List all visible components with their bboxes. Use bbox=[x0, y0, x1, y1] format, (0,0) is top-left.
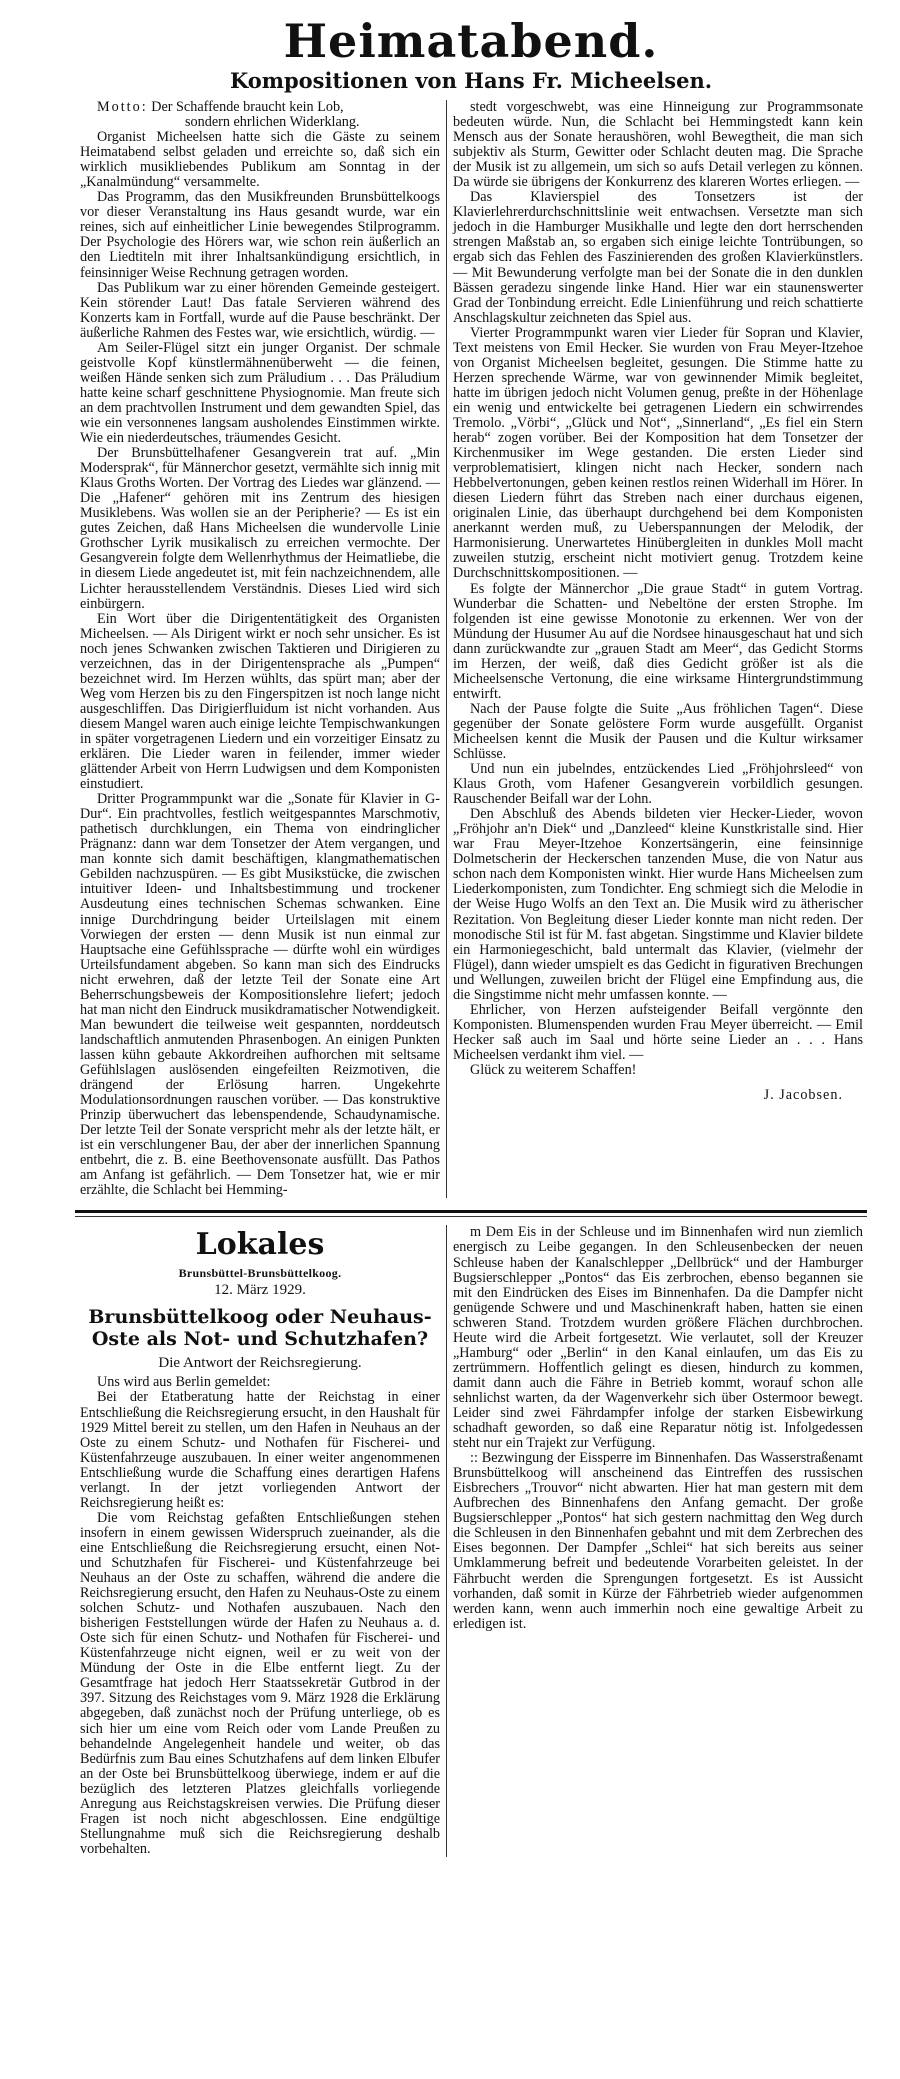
article-columns bbox=[80, 100, 862, 1198]
lokales-columns bbox=[80, 1225, 862, 1857]
paragraph: :: Bezwingung der Eissperre im Binnenhafen. Das Wasserstraßenamt Brunsbüttelkoog will anscheinend das Eintreffen des russischen Eisbrechers „Trouvor“ nicht abwarten. Hier hat man gestern mit dem Aufbrechen des Binnenhafens den Anfang gemacht. Der große Bugsierschlepper „Pontos“ hat sich gestern nachmittag den Weg durch die Schleusen in den Binnenhafen gebahnt und mit dem Zerbrechen des Eises begonnen. Der Dampfer „Schlei“ hat sich bereits aus seiner Umklammerung befreit und bedeutende Vorarbeiten geleistet. In der Fährbucht werden die Sprengungen fortgesetzt. Es ist Aussicht vorhanden, daß somit in Kürze der Fährbetrieb wieder aufgenommen werden kann, wenn auch immerhin noch eine gewaltige Arbeit zu erledigen ist. bbox=[453, 1450, 863, 1632]
location-line: Brunsbüttel-Brunsbüttelkoog. bbox=[178, 1266, 342, 1281]
paragraph-list bbox=[80, 1375, 440, 1857]
dateline: 12. März 1929. bbox=[214, 1282, 306, 1299]
paragraph: Uns wird aus Berlin gemeldet: bbox=[97, 1374, 271, 1391]
paragraph-list bbox=[80, 130, 440, 1198]
paragraph: Nach der Pause folgte die Suite „Aus fröhlichen Tagen“. Diese gegenüber der Sonate gelöstere Form wurde ausgefüllt. Organist Micheelsen kennt die Musik der Pausen und die Kultur wirksamer Schlüsse. bbox=[453, 700, 863, 763]
motto-label: Motto: bbox=[97, 99, 148, 115]
paragraph: Die vom Reichstag gefaßten Entschließungen stehen insofern in einem gewissen Widerspruch zueinander, als die eine Entschließung die Reichsregierung ersucht, einen Not- und Schutzhafen für Fischerei- und Küstenfahrzeuge bei Neuhaus an der Oste zu schaffen, während die andere die Reichsregierung ersucht, den Hafen zu Neuhaus-Oste zu einem solchen Schutz- und Nothafen auszubauen. Nach den bisherigen Feststellungen würde der Hafen zu Neuhaus a. d. Oste sich für einen Schutz- und Nothafen für Fischerei- und Küstenfahrzeuge nicht eignen, weil er zu weit von der Mündung der Oste in die Elbe entfernt liegt. Zu der Gesamtfrage hat jedoch Herr Staatssekretär Gutbrod in der 397. Sitzung des Reichstages vom 9. März 1928 die Erklärung abgegeben, daß zunächst noch der Prüfung unterliege, ob es sich hier um eine vom Reich oder vom Lande Preußen zu behandelnde Angelegenheit handele und weiter, ob das Bedürfnis zum Bau eines Schutzhafens auf dem linken Elbufer an der Oste bei Brunsbüttelkoog überwiege, indem er auf die bezüglich des letzteren Platzes gleichfalls vorliegende Anregung aus Reichstagskreisen verwies. Die Prüfung dieser Fragen ist noch nicht abgeschlossen. Eine endgültige Stellungnahme muß sich die Reichsregierung deshalb vorbehalten. bbox=[80, 1509, 440, 1857]
section-rule bbox=[75, 1210, 867, 1213]
paragraph: Das Publikum war zu einer hörenden Gemeinde gesteigert. Kein störender Laut! Das fatale Servieren während des Konzerts kam in Fortfall, wurde auf die Pause beschränkt. Der äußerliche Rahmen des Festes war, wie ersichtlich, würdig. — bbox=[80, 279, 440, 341]
paragraph: Ehrlicher, von Herzen aufsteigender Beifall vergönnte den Komponisten. Blumenspenden wurden Frau Meyer überreicht. — Emil Hecker saß auch im Saal und hörte seine Lieder an . . . Hans Micheelsen verdankt ihm viel. — bbox=[453, 1001, 863, 1063]
section-rule-thin bbox=[75, 1216, 867, 1217]
paragraph: Bei der Etatberatung hatte der Reichstag in einer Entschließung die Reichsregierung ersucht, in den Haushalt für 1929 Mittel bereit zu stellen, um den Hafen in Neuhaus an der Oste zu einem Schutz- und Nothafen für Fischerei- und Küstenfahrzeuge auszubauen. In einer weiter angenommenen Entschließung wurde die Schaffung eines derartigen Hafens verlangt. In der jetzt vorliegenden Antwort der Reichsregierung heißt es: bbox=[80, 1389, 440, 1511]
lokales-column-right bbox=[447, 1225, 863, 1857]
paragraph-list bbox=[453, 100, 863, 1078]
motto bbox=[80, 100, 440, 130]
motto-line-1: Der Schaffende braucht kein Lob, bbox=[151, 99, 344, 115]
motto-line-2: sondern ehrlichen Widerklang. bbox=[185, 114, 360, 131]
paragraph: Vierter Programmpunkt waren vier Lieder für Sopran und Klavier, Text meistens von Emil Hecker. Sie wurden von Frau Meyer-Itzehoe von Organist Micheelsen begleitet, gesungen. Die Stimme hatte zu Herzen sprechende Wärme, war von gewinnender Mimik begleitet, hatte im übrigen jedoch nicht Volumen genug, preßte in der Höhenlage ein wenig und entwickelte bei getragenen Liedern ein schwirrendes Tremolo. „Vörbi“, „Glück und Not“, „Sinnerland“, „Es fiel ein Stern herab“ zogen vorüber. Bei der Komposition hat dem Tonsetzer der Kirchenmusiker im Wege gestanden. Die ersten Lieder sind verproblematisiert, klingen nicht nach Hecker, sondern nach Hebbelvertonungen, geben keinen restlos reinen Widerhall im Hörer. In diesen Liedern führt das Streben nach einer durchaus eigenen, originalen Linie, das überhaupt durchgehend bei dem Komponisten anerkannt werden muß, zu Ueberspannungen der Melodik, der Harmonisierung. Unerwartetes Hinübergleiten in dunkles Moll macht zuweilen stutzig, erscheint nicht motiviert genug. Trotzdem keine Durchschnittskompositionen. — bbox=[453, 324, 863, 582]
paragraph: Den Abschluß des Abends bildeten vier Hecker-Lieder, wovon „Fröhjohr an'n Diek“ und „Danzleed“ kleine Kunstkristalle sind. Hier war Frau Meyer-Itzehoe Konzertsängerin, eine feinsinnige Dolmetscherin der Heckerschen tanzenden Muse, die von Natur aus schon nach dem Komponisten winkt. Hier wurde Hans Micheelsen zum Liederkomponisten, zum Tondichter. Eng schmiegt sich die Melodie in der Weise Hugo Wolfs an den Text an. Die Musik wird zu ätherischer Rezitation. Von Begleitung dieser Lieder konnte man nicht reden. Der monodische Stil ist für M. fast abgetan. Singstimme und Klavier bildete ein Harmoniegeschicht, bald untermalt das Klavier, (vielmehr der Flügel), dann wieder umspielt es das Gedicht in figurativen Brechungen und Wellungen, zuweilen bricht der Flügel eine Empfindung aus, die die Singstimme nicht mehr umfassen konnte. — bbox=[453, 806, 863, 1003]
paragraph: Organist Micheelsen hatte sich die Gäste zu seinem Heimatabend selbst geladen und erreichte so, daß sich ein wirklich musikliebendes Publikum am Sonntag in der „Kanalmündung“ versammelte. bbox=[80, 129, 440, 191]
paragraph: Der Brunsbüttelhafener Gesangverein trat auf. „Min Modersprak“, für Männerchor gesetzt, vermählte sich innig mit Klaus Groths Worten. Der Vortrag des Liedes war glänzend. — Die „Hafener“ gehören mit ins Zentrum des hiesigen Musiklebens. Was wollen sie an der Peripherie? — Es ist ein gutes Zeichen, daß Hans Micheelsen die wundervolle Linie Grothscher Lyrik musikalisch zu erreichen vermochte. Der Gesangverein folgte dem Wellenrhythmus der Heimatliebe, die in diesem Liede angedeutet ist, mit fein nachzeichnendem, alle Lichter herausstellendem Verständnis. Dieses Lied wird sich einbürgern. bbox=[80, 445, 440, 612]
paragraph: Glück zu weiterem Schaffen! bbox=[470, 1062, 637, 1078]
paragraph: Es folgte der Männerchor „Die graue Stadt“ in gutem Vortrag. Wunderbar die Schatten- und Nebeltöne der ersten Strophe. Im folgenden ist eine gewisse Monotonie zu erkennen. Wer von der Mündung der Husumer Au auf die Nordsee hinausgeschaut hat und sich dann zurückwandte zur „grauen Stadt am Meer“, das Gedicht Storms im Herzen, der weiß, daß dies Gedicht größer ist als die Micheelsensche Vertonung, die eine wirksame Hintergrundstimmung entwirft. bbox=[453, 580, 863, 702]
author-signature: J. Jacobsen. bbox=[763, 1087, 843, 1104]
section-title: Lokales bbox=[195, 1227, 325, 1263]
article-subtitle: Kompositionen von Hans Fr. Micheelsen. bbox=[229, 68, 713, 93]
article-title: Heimatabend. bbox=[283, 14, 659, 68]
paragraph: Dritter Programmpunkt war die „Sonate für Klavier in G-Dur“. Ein prachtvolles, festlich weitgespanntes Marschmotiv, pathetisch durchklungen, ein Thema von eindringlicher Prägnanz: dann war dem Tonsetzer der Atem vergangen, und man konnte sich damit beschäftigen, klangmathematischen Gebilden nachzuspüren. — Es gibt Musikstücke, die zwischen intuitiver Ideen- und Inhaltsbestimmung und trockener Ausdeutung eines technischen Schemas schwanken. Eine innige Durchdringung beider Urteilslagen mit einem Vorwiegen der ersten — denn Musik ist nun einmal zur Hauptsache eine Gefühlssprache — dürfte wohl ein würdiges Urteilsfundament abgeben. So kann man sich des Eindrucks nicht erwehren, daß der letzte Teil der Sonate eine Art Beherrschungsbeweis der Kompositionslehre liefert; jedoch hat man nicht den Eindruck musikdramatischer Notwendigkeit. Man bewundert die teilweise weit gespannten, norddeutsch landschaftlich anmutenden Phrasenbogen. An einigen Punkten lassen kühn gebaute Akkordreihen aufhorchen mit seltsame Gefühlslagen auslösenden eingefeilten Reizmotiven, die drängend der Erlösung harren. Ungekehrte Modulationsordnungen rauschen vorüber. — Das konstruktive Prinzip überwuchert das lebenspendende, Schaudynamische. Der letzte Teil der Sonate verspricht mehr als der letzte hält, er ist ein verschlungener Bau, der aber der innerlichen Spannung entbehrt, die z. B. eine Beethovensonate ausfüllt. Das Pathos am Anfang ist gefährlich. — Dem Tonsetzer hat, wie er mir erzählte, die Schlacht bei Hemming- bbox=[80, 791, 440, 1199]
paragraph: Das Klavierspiel des Tonsetzers ist der Klavierlehrerdurchschnittslinie weit entwachsen. Versetzte man sich jedoch in die Hamburger Musikhalle und legte den dort herrschenden strengen Maßstab an, so ergaben sich einige leichte Tontrübungen, so ergab sich das Fehlen des Faszinierenden des großen Klavierkünstlers. — Mit Bewunderung verfolgte man bei der Sonate die in den dunklen Bässen geradezu singende linke Hand. Hier war ein staunenswerter Grad der Tonbindung erreicht. Edle Linienführung und reich schattierte Anschlagskultur zeichneten das Spiel aus. bbox=[453, 189, 863, 326]
paragraph: Das Programm, das den Musikfreunden Brunsbüttelkoogs vor dieser Veranstaltung ins Haus gesandt wurde, war ein reines, sich auf einheitlicher Linie bewegendes Stilprogramm. Der Psychologie des Hörers war, wie schon rein äußerlich an den Liedtiteln mit ihrer Inhaltsankündigung ersichtlich, in feinsinniger Weise Rechnung getragen worden. bbox=[80, 189, 440, 281]
article-column-right bbox=[447, 100, 863, 1198]
paragraph: Am Seiler-Flügel sitzt ein junger Organist. Der schmale geistvolle Kopf künstlermähnenüberweht — die feinen, weißen Hände senken sich zum Präludium . . . Das Präludium hatte keine scharf geschnittene Physiognomie. Man freute sich an dem prachtvollen Instrument und dem gewandten Spiel, das wie ein versonnenes langsam ausholendes Einstimmen wirkte. Wie ein niederdeutsches, träumendes Gesicht. bbox=[80, 339, 440, 447]
headline-deck: Die Antwort der Reichsregierung. bbox=[158, 1355, 362, 1372]
paragraph-list bbox=[453, 1225, 863, 1631]
headline: Brunsbüttelkoog oder Neuhaus-Oste als Not- und Schutzhafen? bbox=[88, 1306, 432, 1351]
lokales-column-left bbox=[80, 1225, 446, 1857]
article-column-left bbox=[80, 100, 446, 1198]
paragraph: Ein Wort über die Dirigententätigkeit des Organisten Micheelsen. — Als Dirigent wirkt er noch sehr unsicher. Es ist noch jenes Schwanken zwischen Taktieren und Dirigieren zu verzeichnen, das in der Dirigentensprache als „Pumpen“ bezeichnet wird. Im Herzen wühlts, das spürt man; aber der Weg vom Herzen bis zu den Fingerspitzen ist noch lange nicht ausgeschliffen. Das Dirigierfluidum ist nicht vorhanden. Aus diesem Mangel waren auch einige leichte Tempischwankungen in später vorgetragenen Liedern und ein vorzeitiger Einsatz zu erklären. Die Lieder waren in feilender, immer wieder glättender Arbeit von Herrn Ludwigsen und dem Komponisten einstudiert. bbox=[80, 610, 440, 793]
paragraph: m Dem Eis in der Schleuse und im Binnenhafen wird nun ziemlich energisch zu Leibe gegangen. In den Schleusenbecken der neuen Schleuse haben der Kanalschlepper „Dellbrück“ und der Hamburger Bugsierschlepper „Pontos“ das Eis zerbrochen, ebenso begannen sie mit den Eindrücken des Eises im Binnenhafen. Da die Dampfer nicht genügende Schwere und und Maschinenkraft haben, hatten sie einen schweren Stand. Trotzdem wurden größere Flächen durchbrochen. Heute wird die Arbeit fortgesetzt. Wie verlautet, soll der Kreuzer „Hamburg“ oder „Berlin“ in den Kanal einlaufen, um das Eis zu zertrümmern. Hoffentlich gelingt es diesen, hindurch zu kommen, damit dann auch die Fähre in Betrieb kommt, worauf schon alle sehnlichst warten, da der Wagenverkehr sich über Ostermoor bewegt. Leider sind zwei Fährdampfer infolge der starken Eisbewirkung schadhaft geworden, so daß eine Reparatur nötig ist. Infolgedessen steht nur ein Trajekt zur Verfügung. bbox=[453, 1224, 863, 1452]
paragraph: stedt vorgeschwebt, was eine Hinneigung zur Programmsonate bedeuten würde. Nun, die Schlacht bei Hemmingstedt kann kein Mensch aus der Sonate heraushören, wohl Bewegtheit, die man sich subjektiv als Sturm, Gewitter oder Schlacht deuten mag. Die Sprache der Musik ist zu allgemein, um sich so aufs Detail verlegen zu können. Da würde sie übrigens der Konkurrenz des klareren Wortes erliegen. — bbox=[453, 99, 863, 191]
paragraph: Und nun ein jubelndes, entzückendes Lied „Fröhjohrsleed“ von Klaus Groth, vom Hafener Gesangverein vorbildlich gesungen. Rauschender Beifall war der Lohn. bbox=[453, 761, 863, 808]
